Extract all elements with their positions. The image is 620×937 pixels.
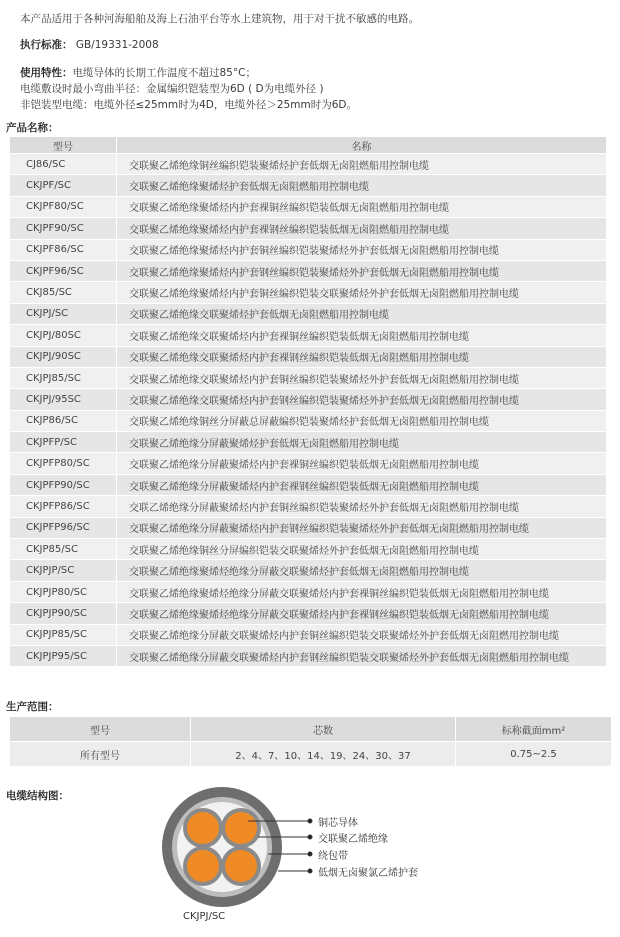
product-model: CKJPF90/SC [10, 218, 117, 239]
range-cell-cores: 2、4、7、10、14、19、24、30、37 [191, 742, 456, 767]
product-row [10, 303, 607, 324]
product-name: 交联聚乙烯绝缘聚烯烃内护套铜丝编织铠装聚烯烃外护套低烟无卤阻燃船用控制电缆 [117, 239, 607, 260]
product-model: CKJPJ/95SC [10, 389, 117, 410]
product-model: CKJPFP90/SC [10, 474, 117, 495]
product-row [10, 560, 607, 581]
product-header-model: 型号 [10, 137, 117, 154]
product-name: 交联聚乙烯绝缘聚烯烃内护套钢丝编织铠装聚烯烃外护套低烟无卤阻燃船用控制电缆 [117, 260, 607, 281]
product-model: CKJP85/SC [10, 539, 117, 560]
product-name: 交联聚乙烯绝缘聚烯烃内护套裸钢丝编织铠装低烟无卤阻燃船用控制电缆 [117, 218, 607, 239]
product-name: 交联聚乙烯绝缘分屏蔽聚烯烃内护套裸铜丝编织铠装低烟无卤阻燃船用控制电缆 [117, 453, 607, 474]
product-table [9, 136, 607, 667]
range-header-model: 型号 [10, 717, 191, 742]
range-row [10, 742, 612, 767]
range-header-section: 标称截面mm² [456, 717, 612, 742]
product-row [10, 282, 607, 303]
label-copper-conductor: 铜芯导体 [318, 818, 358, 829]
product-row [10, 432, 607, 453]
features-line3: 非铠装型电缆：电缆外径≤25mm时为4D，电缆外径＞25mm时为6D。 [20, 99, 357, 111]
diagram-caption: CKJPJ/SC [183, 911, 226, 922]
product-name: 交联聚乙烯绝缘聚烯烃护套低烟无卤阻燃船用控制电缆 [117, 175, 607, 196]
product-row [10, 603, 607, 624]
standard-label: 执行标准： [20, 39, 73, 51]
standard-value: GB/19331-2008 [75, 39, 159, 51]
structure-section-title: 电缆结构图： [6, 790, 69, 802]
range-header-cores: 芯数 [191, 717, 456, 742]
product-row [10, 453, 607, 474]
product-row [10, 175, 607, 196]
product-name: 交联聚乙烯绝缘交联聚烯烃内护套铜丝编织铠装聚烯烃外护套低烟无卤阻燃船用控制电缆 [117, 367, 607, 388]
product-model: CKJPF80/SC [10, 196, 117, 217]
product-name: 交联聚乙烯绝缘交联聚烯烃护套低烟无卤阻燃船用控制电缆 [117, 303, 607, 324]
product-row [10, 539, 607, 560]
product-model: CKJPFP80/SC [10, 453, 117, 474]
range-cell-model: 所有型号 [10, 742, 191, 767]
product-name: 交联聚乙烯绝缘聚烯烃绝缘分屏蔽交联聚烯烃内护套裸铜丝编织铠装低烟无卤阻燃船用控制电缆 [117, 581, 607, 602]
product-model: CKJPFP/SC [10, 432, 117, 453]
product-table-body [10, 154, 607, 667]
label-sheath: 低烟无卤聚氯乙烯护套 [318, 868, 418, 879]
label-wrap-tape: 绕包带 [318, 851, 348, 862]
product-model: CKJPJ/80SC [10, 325, 117, 346]
range-cell-section: 0.75~2.5 [456, 742, 612, 767]
product-name: 交联聚乙烯绝缘铜丝分屏编织铠装交联聚烯烃外护套低烟无卤阻燃船用控制电缆 [117, 539, 607, 560]
product-row [10, 474, 607, 495]
product-name: 交联聚乙烯绝缘分屏蔽聚烯烃护套低烟无卤阻燃船用控制电缆 [117, 432, 607, 453]
product-name: 交联聚乙烯绝缘分屏蔽聚烯烃内护套钢丝编织铠装聚烯烃外护套低烟无卤阻燃船用控制电缆 [117, 517, 607, 538]
product-name: 交联聚乙烯绝缘交联聚烯烃内护套裸钢丝编织铠装低烟无卤阻燃船用控制电缆 [117, 346, 607, 367]
product-name: 交联聚乙烯绝缘交联聚烯烃内护套裸铜丝编织铠装低烟无卤阻燃船用控制电缆 [117, 325, 607, 346]
product-model: CKJPFP96/SC [10, 517, 117, 538]
product-name: 交联乙烯绝缘分屏蔽聚烯烃内护套铜丝编织铠装聚烯烃外护套低烟无卤阻燃船用控制电缆 [117, 496, 607, 517]
product-model: CKJPJP95/SC [10, 645, 117, 666]
product-name: 交联聚乙烯绝缘聚烯烃内护套铜丝编织铠装交联聚烯烃外护套低烟无卤阻燃船用控制电缆 [117, 282, 607, 303]
product-model: CKJPJ/90SC [10, 346, 117, 367]
intro-text: 本产品适用于各种河海船舶及海上石油平台等水上建筑物，用于对干扰不敏感的电路。 [20, 13, 419, 25]
product-name: 交联聚乙烯绝缘聚烯烃绝缘分屏蔽交联聚烯烃内护套裸钢丝编织铠装低烟无卤阻燃船用控制电缆 [117, 603, 607, 624]
product-row [10, 624, 607, 645]
product-name: 交联聚乙烯绝缘铜丝分屏蔽总屏蔽编织铠装聚烯烃护套低烟无卤阻燃船用控制电缆 [117, 410, 607, 431]
product-model: CKJPF96/SC [10, 260, 117, 281]
features-block [20, 65, 357, 113]
product-model: CKJPJP/SC [10, 560, 117, 581]
product-row [10, 260, 607, 281]
label-xlpe-insulation: 交联聚乙烯绝缘 [318, 834, 388, 845]
product-row [10, 196, 607, 217]
product-name: 交联聚乙烯绝缘交联聚烯烃内护套钢丝编织铠装聚烯烃外护套低烟无卤阻燃船用控制电缆 [117, 389, 607, 410]
product-name: 交联聚乙烯绝缘聚烯烃绝缘分屏蔽交联聚烯烃护套低烟无卤阻燃船用控制电缆 [117, 560, 607, 581]
product-model: CKJPF86/SC [10, 239, 117, 260]
features-line1: 电缆导体的长期工作温度不超过85°C； [72, 67, 256, 79]
product-name: 交联聚乙烯绝缘分屏蔽交联聚烯烃内护套钢丝编织铠装交联聚烯烃外护套低烟无卤阻燃船用控制电缆 [117, 645, 607, 666]
cable-cross-section-diagram [160, 785, 430, 911]
product-row [10, 346, 607, 367]
product-row [10, 496, 607, 517]
product-row [10, 154, 607, 175]
product-row [10, 367, 607, 388]
range-table [9, 716, 612, 767]
product-model: CKJPJP85/SC [10, 624, 117, 645]
product-model: CKJPFP86/SC [10, 496, 117, 517]
product-row [10, 645, 607, 666]
product-name: 交联聚乙烯绝缘分屏蔽交联聚烯烃内护套铜丝编织铠装交联聚烯烃外护套低烟无卤阻燃用控制电缆 [117, 624, 607, 645]
product-name: 交联聚乙烯绝缘聚烯烃内护套裸铜丝编织铠装低烟无卤阻燃船用控制电缆 [117, 196, 607, 217]
product-name: 交联聚乙烯绝缘铜丝编织铠装聚烯烃护套低烟无卤阻燃船用控制电缆 [117, 154, 607, 175]
product-row [10, 389, 607, 410]
product-header-name: 名称 [117, 137, 607, 154]
product-model: CKJPJP80/SC [10, 581, 117, 602]
product-name: 交联聚乙烯绝缘分屏蔽聚烯烃内护套裸钢丝编织铠装低烟无卤阻燃船用控制电缆 [117, 474, 607, 495]
range-section-title: 生产范围： [6, 701, 59, 713]
product-row [10, 218, 607, 239]
product-section-title: 产品名称： [6, 122, 59, 134]
product-model: CKJPF/SC [10, 175, 117, 196]
product-row [10, 581, 607, 602]
standard-line [20, 37, 159, 52]
product-model: CJ86/SC [10, 154, 117, 175]
features-label: 使用特性： [20, 67, 73, 79]
product-row [10, 517, 607, 538]
product-model: CKJPJ85/SC [10, 367, 117, 388]
product-model: CKJP86/SC [10, 410, 117, 431]
product-model: CKJ85/SC [10, 282, 117, 303]
product-model: CKJPJP90/SC [10, 603, 117, 624]
product-row [10, 325, 607, 346]
product-row [10, 410, 607, 431]
product-model: CKJPJ/SC [10, 303, 117, 324]
product-row [10, 239, 607, 260]
features-line2: 电缆敷设时最小弯曲半径：金属编织铠装型为6D ( D为电缆外径 ) [20, 83, 324, 95]
